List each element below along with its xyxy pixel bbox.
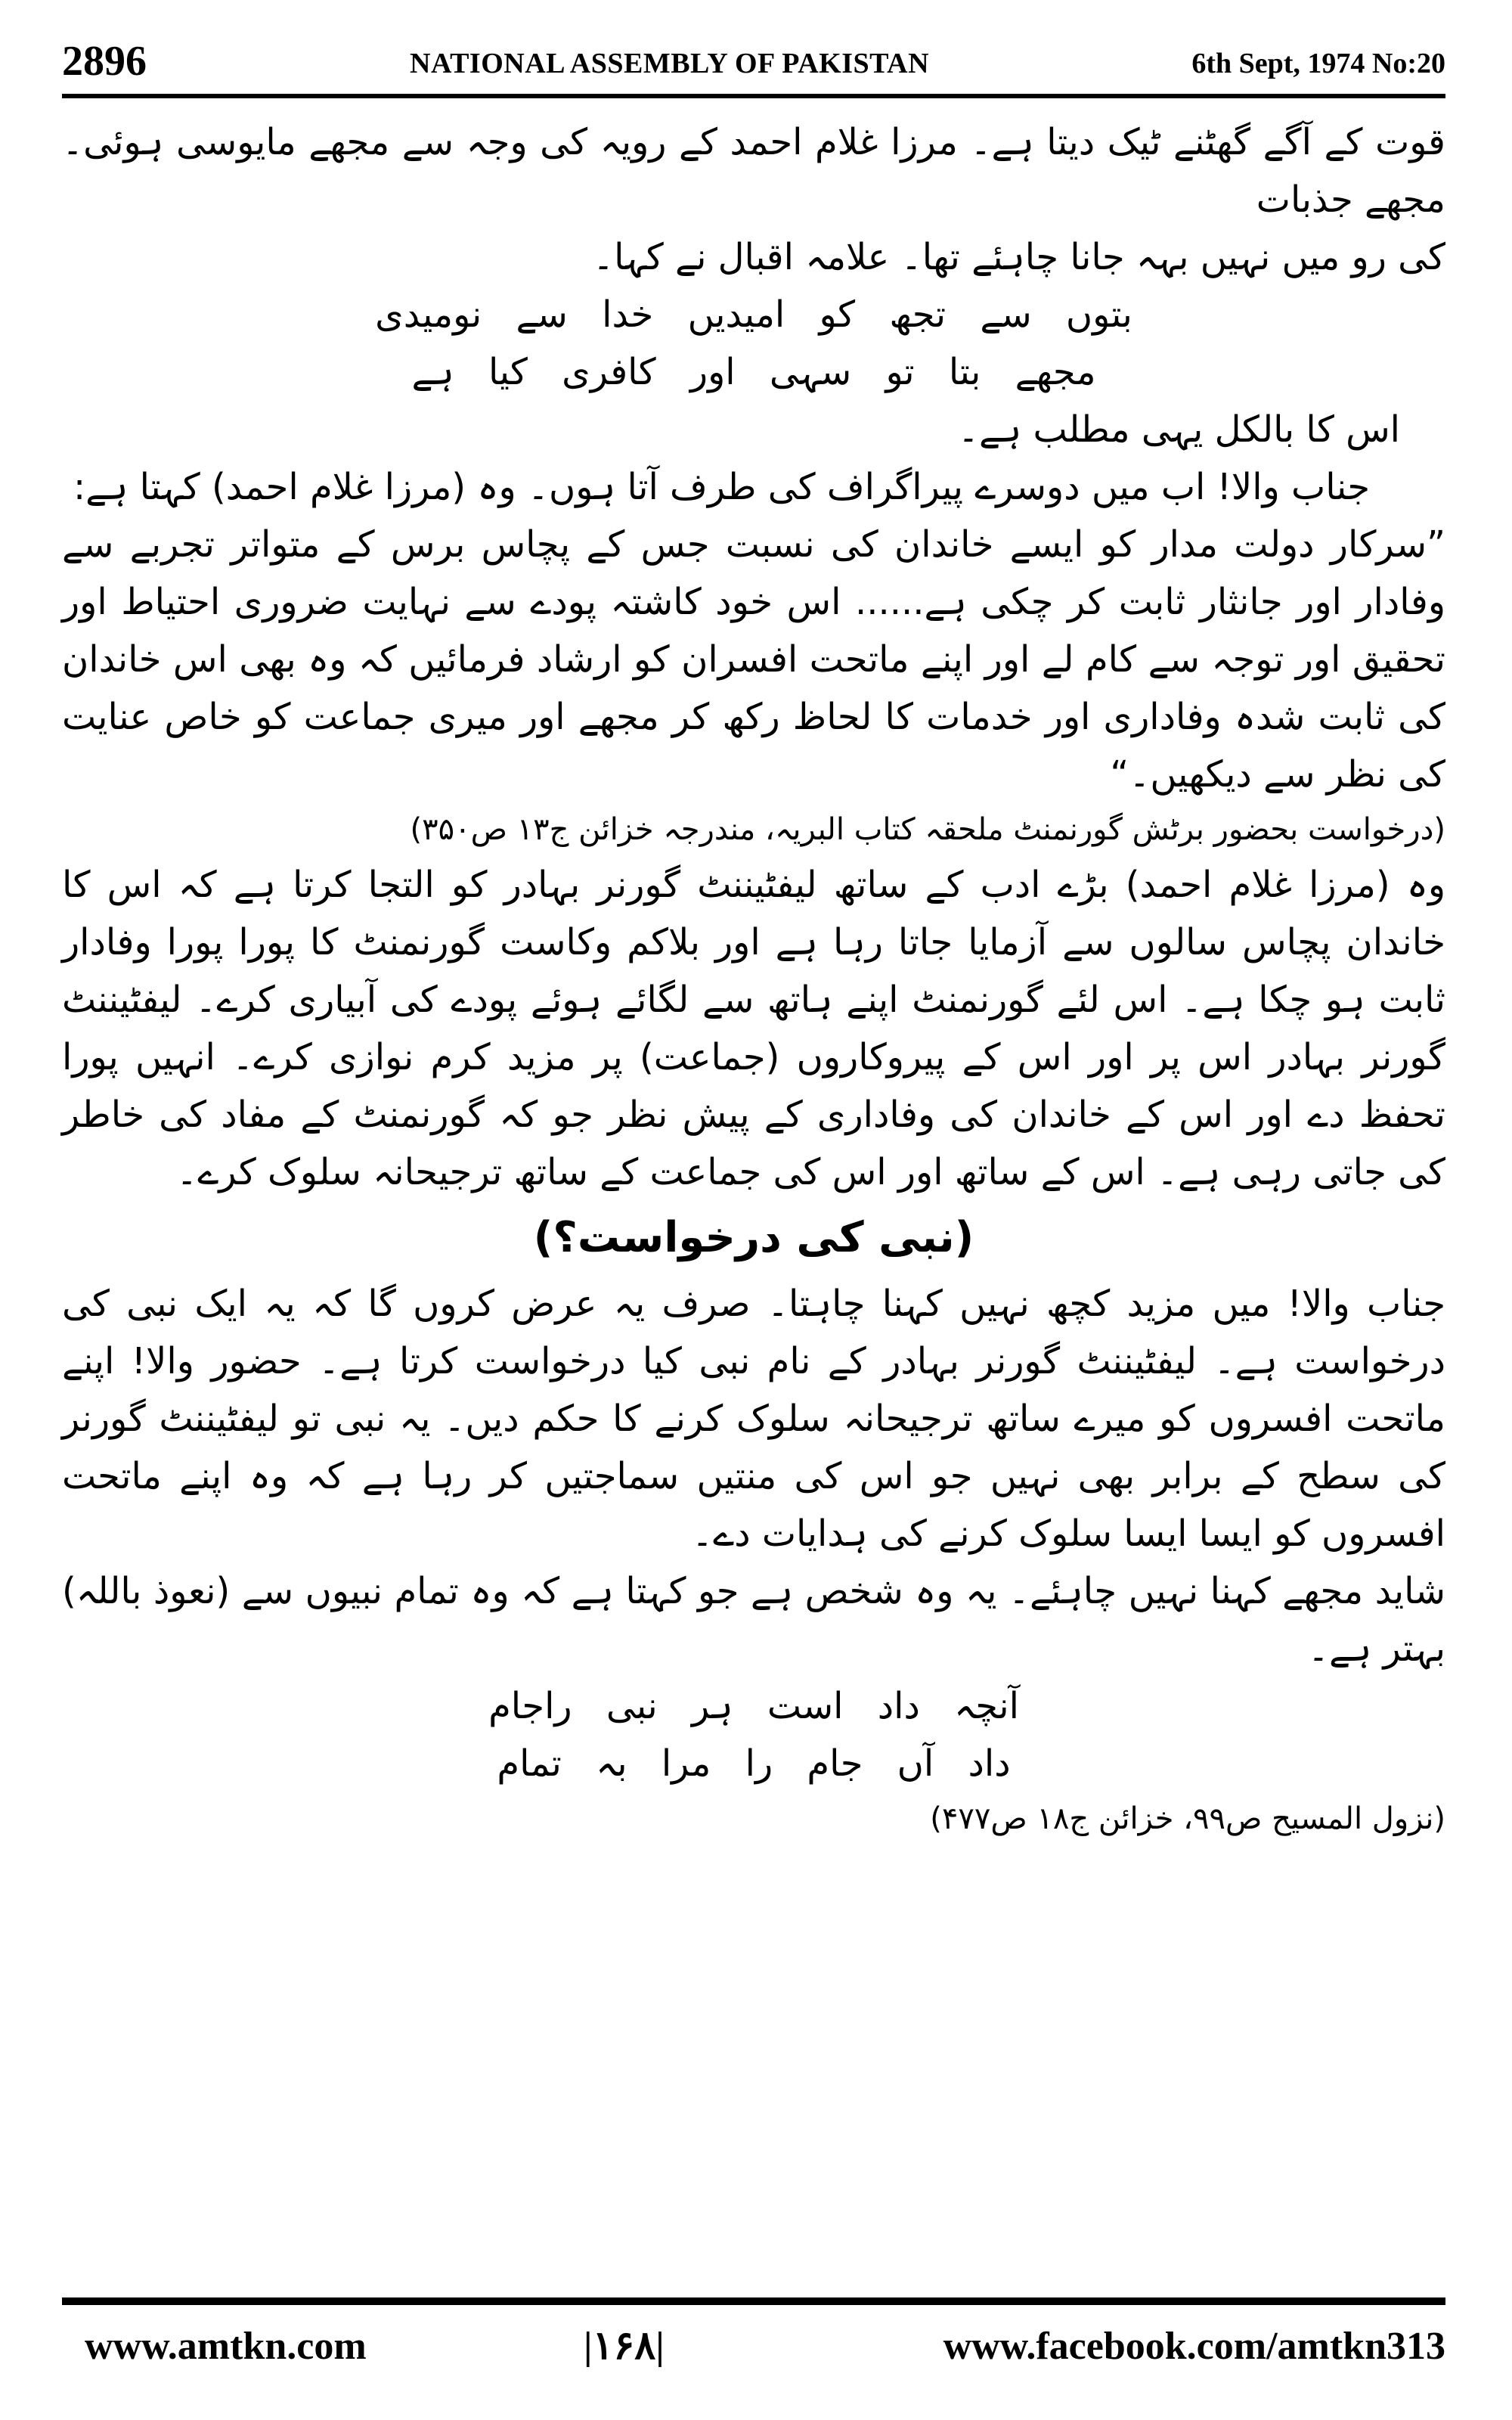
website-link[interactable]: www.amtkn.com — [85, 2325, 367, 2368]
source-page-marker: |۱۶۸| — [584, 2325, 665, 2368]
citation: (درخواست بحضور برٹش گورنمنٹ ملحقہ کتاب البریہ، مندرجہ خزائن ج۱۳ ص۳۵۰) — [410, 812, 1445, 847]
document-body — [62, 113, 1445, 2284]
quoted-passage: ”سرکار دولت مدار کو ایسے خاندان کی نسبت جس کے پچاس برس کے متواتر تجربے سے وفادار اور جانثار ثابت کر چکی ہے...... اس خود کاشتہ پودے سے نہایت ضروری احتیاط اور تحقیق اور توجہ سے کام لے اور اپنے ماتحت افسران کو ارشاد فرمائیں کہ وہ بھی اس خاندان کی ثابت شدہ وفاداری اور خدمات کا لحاظ رکھ کر مجھے اور میری جماعت کو خاص عنایت کی نظر سے دیکھیں۔“ — [62, 523, 1445, 796]
paragraph: شاید مجھے کہنا نہیں چاہئے۔ یہ وہ شخص ہے جو کہتا ہے کہ وہ تمام نبیوں سے (نعوذ باللہ) بہتر ہے۔ — [62, 1570, 1445, 1670]
publication-title: NATIONAL ASSEMBLY OF PAKISTAN — [410, 48, 930, 79]
paragraph-line: قوت کے آگے گھٹنے ٹیک دیتا ہے۔ مرزا غلام احمد کے رویہ کی وجہ سے مجھے مایوسی ہوئی۔ مجھے جذبات — [62, 121, 1445, 221]
verse-line: بتوں سے تجھ کو امیدیں خدا سے نومیدی — [375, 293, 1132, 336]
verse-line: مجھے بتا تو سہی اور کافری کیا ہے — [411, 351, 1096, 393]
header-divider — [62, 94, 1445, 98]
paragraph-line: اس کا بالکل یہی مطلب ہے۔ — [957, 408, 1400, 451]
paragraph: جناب والا! اب میں دوسرے پیراگراف کی طرف آتا ہوں۔ وہ (مرزا غلام احمد) کہتا ہے: — [73, 466, 1370, 508]
page-footer — [62, 2313, 1445, 2381]
verse-line: آنچہ داد است ہر نبی راجام — [488, 1685, 1019, 1727]
footer-divider — [62, 2297, 1445, 2305]
paragraph-line: کی رو میں نہیں بہہ جانا چاہئے تھا۔ علامہ اقبال نے کہا۔ — [592, 236, 1445, 278]
verse-line: داد آں جام را مرا بہ تمام — [497, 1742, 1011, 1785]
citation: (نزول المسیح ص۹۹، خزائن ج۱۸ ص۴۷۷) — [930, 1801, 1445, 1836]
issue-date: 6th Sept, 1974 No:20 — [1191, 48, 1445, 79]
paragraph: جناب والا! میں مزید کچھ نہیں کہنا چاہتا۔ صرف یہ عرض کروں گا کہ یہ ایک نبی کی درخواست ہے۔ لیفٹیننٹ گورنر بہادر کے نام نبی کیا درخواست کرتا ہے۔ حضور والا! اپنے ماتحت افسروں کو میرے ساتھ ترجیحانہ سلوک کرنے کا حکم دیں۔ یہ نبی تو لیفٹیننٹ گورنر کی سطح کے برابر بھی نہیں جو اس کی منتیں سماجتیں کر رہا ہے کہ وہ اپنے ماتحت افسروں کو ایسا ایسا سلوک کرنے کی ہدایات دے۔ — [62, 1283, 1445, 1555]
page-header — [62, 35, 1445, 88]
page-number: 2896 — [62, 38, 147, 85]
paragraph: وہ (مرزا غلام احمد) بڑے ادب کے ساتھ لیفٹیننٹ گورنر بہادر کو التجا کرتا ہے کہ اس کا خاندان پچاس سالوں سے آزمایا جاتا رہا ہے اور بلاکم وکاست گورنمنٹ کا پورا پورا وفادار ثابت ہو چکا ہے۔ اس لئے گورنمنٹ اپنے ہاتھ سے لگائے ہوئے پودے کی آبیاری کرے۔ لیفٹیننٹ گورنر بہادر اس پر اور اس کے پیروکاروں (جماعت) پر مزید کرم نوازی کرے۔ انہیں پورا تحفظ دے اور اس کے خاندان کی وفاداری کے پیش نظر جو کہ گورنمنٹ کے مفاد کی خاطر کی جاتی رہی ہے۔ اس کے ساتھ اور اس کی جماعت کے ساتھ ترجیحانہ سلوک کرے۔ — [62, 864, 1445, 1193]
section-heading: (نبی کی درخواست؟) — [533, 1213, 974, 1262]
facebook-link[interactable]: www.facebook.com/amtkn313 — [943, 2325, 1445, 2368]
